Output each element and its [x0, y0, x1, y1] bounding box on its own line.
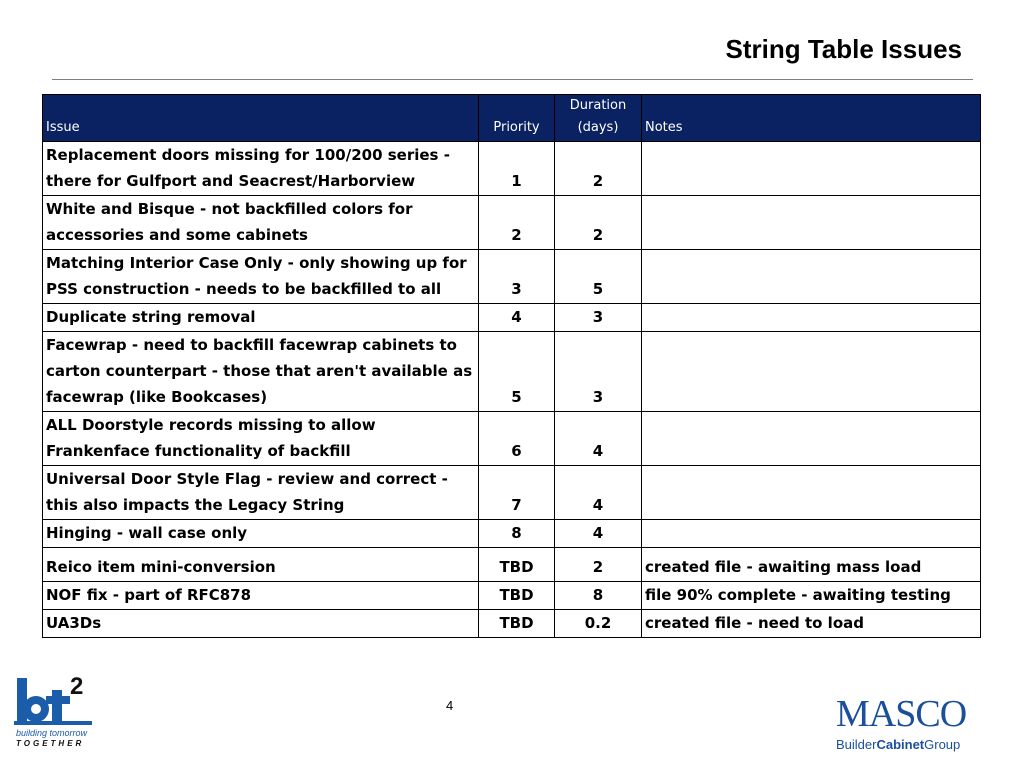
table-row — [43, 304, 981, 332]
issue-cell — [43, 142, 479, 196]
issue-text: Matching Interior Case Only - only showing up for — [46, 254, 467, 272]
issue-cell — [43, 332, 479, 412]
duration-cell: 2 — [555, 142, 642, 196]
header-priority: Priority — [479, 95, 555, 142]
priority-cell: 1 — [479, 142, 555, 196]
issue-text: carton counterpart - those that aren't available as — [46, 362, 473, 380]
issue-text: Frankenface functionality of backfill — [46, 442, 351, 460]
table-row — [43, 196, 981, 250]
duration-cell: 4 — [555, 520, 642, 548]
issue-cell: NOF fix - part of RFC878 — [43, 582, 479, 610]
priority-cell: TBD — [479, 548, 555, 582]
title-divider — [52, 79, 973, 80]
table-row — [43, 332, 981, 412]
bt2-tagline: building tomorrow — [16, 728, 88, 738]
issue-cell — [43, 250, 479, 304]
page-number: 4 — [446, 698, 454, 713]
issue-cell — [43, 466, 479, 520]
notes-cell — [642, 466, 981, 520]
header-notes: Notes — [642, 95, 981, 142]
table-row — [43, 250, 981, 304]
table-row — [43, 466, 981, 520]
masco-sub-group: Group — [924, 737, 961, 752]
issues-table — [42, 94, 981, 638]
duration-cell: 3 — [555, 304, 642, 332]
issue-text: this also impacts the Legacy String — [46, 496, 345, 514]
issue-cell: UA3Ds — [43, 610, 479, 638]
masco-sub-builder: Builder — [836, 737, 877, 752]
issue-text: PSS construction - needs to be backfilled to all — [46, 280, 442, 298]
issue-text: ALL Doorstyle records missing to allow — [46, 416, 376, 434]
notes-cell — [642, 142, 981, 196]
table-row — [43, 610, 981, 638]
priority-cell: 5 — [479, 332, 555, 412]
duration-cell: 2 — [555, 196, 642, 250]
bt2-tagline-together: TOGETHER — [16, 739, 85, 748]
issue-text: accessories and some cabinets — [46, 226, 308, 244]
priority-cell: 6 — [479, 412, 555, 466]
priority-cell: 2 — [479, 196, 555, 250]
duration-cell: 8 — [555, 582, 642, 610]
issue-cell: Duplicate string removal — [43, 304, 479, 332]
issue-cell — [43, 412, 479, 466]
duration-cell: 2 — [555, 548, 642, 582]
issue-cell: Hinging - wall case only — [43, 520, 479, 548]
duration-cell: 4 — [555, 466, 642, 520]
svg-text:2: 2 — [70, 673, 84, 700]
priority-cell: TBD — [479, 610, 555, 638]
priority-cell: TBD — [479, 582, 555, 610]
table-row — [43, 582, 981, 610]
priority-cell: 7 — [479, 466, 555, 520]
duration-cell: 4 — [555, 412, 642, 466]
issue-text: facewrap (like Bookcases) — [46, 388, 268, 406]
header-duration-line1: Duration — [569, 98, 627, 113]
notes-cell — [642, 250, 981, 304]
notes-cell: file 90% complete - awaiting testing — [642, 582, 981, 610]
duration-cell: 3 — [555, 332, 642, 412]
masco-logo: MASCO — [836, 693, 967, 735]
notes-cell — [642, 412, 981, 466]
priority-cell: 3 — [479, 250, 555, 304]
issue-cell — [43, 196, 479, 250]
duration-cell: 5 — [555, 250, 642, 304]
issue-text: Replacement doors missing for 100/200 series - — [46, 146, 450, 164]
issue-text: White and Bisque - not backfilled colors for — [46, 200, 413, 218]
notes-cell: created file - awaiting mass load — [642, 548, 981, 582]
issue-text: Universal Door Style Flag - review and correct - — [46, 470, 448, 488]
header-row — [43, 95, 981, 142]
notes-cell — [642, 304, 981, 332]
table-row — [43, 548, 981, 582]
priority-cell: 4 — [479, 304, 555, 332]
notes-cell — [642, 520, 981, 548]
header-duration — [555, 95, 642, 142]
issue-text: there for Gulfport and Seacrest/Harborview — [46, 172, 416, 190]
notes-cell — [642, 196, 981, 250]
slide-title: String Table Issues — [725, 34, 962, 64]
issue-text: Facewrap - need to backfill facewrap cabinets to — [46, 336, 457, 354]
notes-cell: created file - need to load — [642, 610, 981, 638]
notes-cell — [642, 332, 981, 412]
table-row — [43, 412, 981, 466]
issue-cell: Reico item mini-conversion — [43, 548, 479, 582]
priority-cell: 8 — [479, 520, 555, 548]
header-duration-line2: (days) — [577, 120, 619, 135]
masco-subtitle — [836, 737, 960, 752]
header-issue: Issue — [43, 95, 479, 142]
table-row — [43, 142, 981, 196]
masco-sub-cabinet: Cabinet — [876, 737, 925, 752]
table-row — [43, 520, 981, 548]
duration-cell: 0.2 — [555, 610, 642, 638]
